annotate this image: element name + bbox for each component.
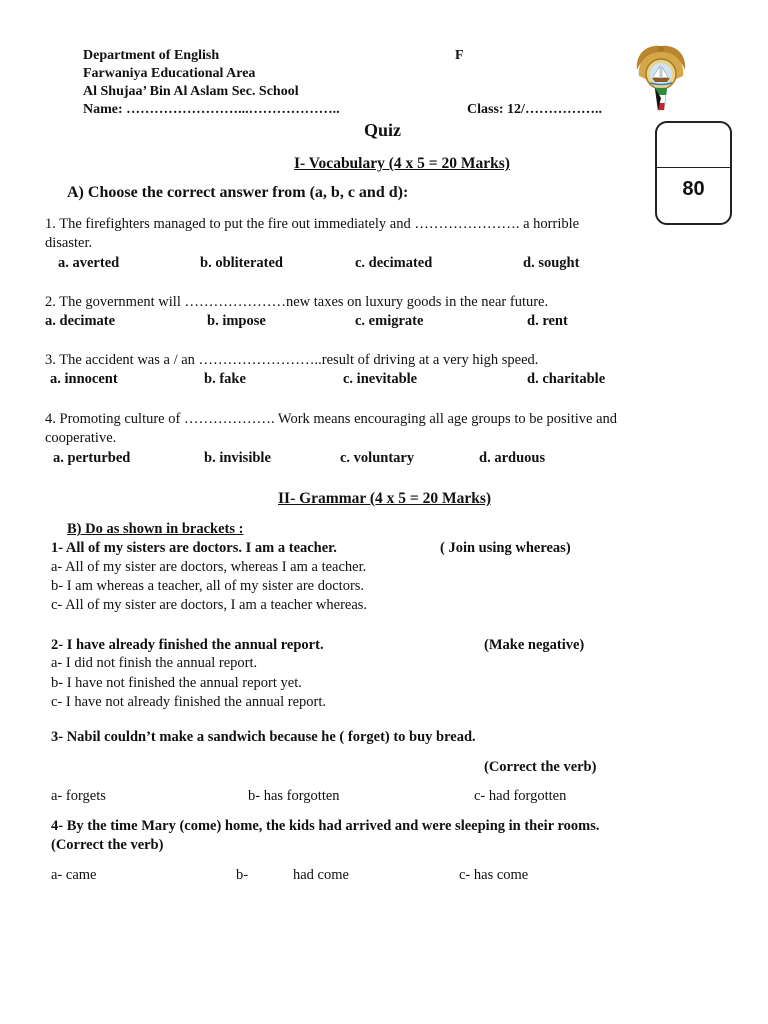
grammar-q4-option-b-label: b- xyxy=(236,867,249,883)
school-label: Al Shujaa’ Bin Al Aslam Sec. School xyxy=(83,84,299,99)
grammar-question-3-stem: 3- Nabil couldn’t make a sandwich because he ( forget) to buy bread. xyxy=(51,729,476,745)
vocabulary-heading: I- Vocabulary (4 x 5 = 20 Marks) xyxy=(294,155,510,172)
vocab-question-4-text: 4. Promoting culture of ………………. Work means encouraging all age groups to be positive and xyxy=(45,411,618,427)
grammar-question-4-stem: 4- By the time Mary (come) home, the kids had arrived and were sleeping in their rooms. xyxy=(51,818,600,834)
grammar-q1-option-c: c- All of my sister are doctors, I am a teacher whereas. xyxy=(51,597,368,613)
vocab-question-4-text-cont: cooperative. xyxy=(45,430,117,446)
vocab-q3-option-b: b. fake xyxy=(204,371,246,387)
vocab-q2-option-d: d. rent xyxy=(527,313,568,329)
vocab-question-2-text: 2. The government will …………………new taxes on luxury goods in the near future. xyxy=(45,294,549,310)
grammar-q2-option-b: b- I have not finished the annual report yet. xyxy=(51,675,302,691)
form-letter: F xyxy=(455,48,464,63)
grammar-q3-option-a: a- forgets xyxy=(51,788,106,804)
class-field: Class: 12/…………….. xyxy=(467,102,602,117)
grammar-question-1-stem: 1- All of my sisters are doctors. I am a teacher. xyxy=(51,540,337,556)
grammar-q2-option-c: c- I have not already finished the annual report. xyxy=(51,694,326,710)
kuwait-emblem-icon xyxy=(633,40,689,120)
vocab-q3-option-a: a. innocent xyxy=(50,371,118,387)
vocab-question-1-text-cont: disaster. xyxy=(45,235,93,251)
grammar-question-2-stem: 2- I have already finished the annual report. xyxy=(51,637,324,653)
vocab-q2-option-b: b. impose xyxy=(207,313,266,329)
vocab-q4-option-c: c. voluntary xyxy=(340,450,415,466)
vocab-q3-option-d: d. charitable xyxy=(527,371,606,387)
educational-area-label: Farwaniya Educational Area xyxy=(83,66,256,81)
vocab-q4-option-d: d. arduous xyxy=(479,450,546,466)
page-title: Quiz xyxy=(364,120,402,140)
vocab-q1-option-d: d. sought xyxy=(523,255,580,271)
grammar-q1-option-b: b- I am whereas a teacher, all of my sister are doctors. xyxy=(51,578,365,594)
vocab-q4-option-a: a. perturbed xyxy=(53,450,131,466)
grammar-instruction: B) Do as shown in brackets : xyxy=(67,521,244,537)
grammar-q3-option-c: c- had forgotten xyxy=(474,788,567,804)
vocabulary-instruction: A) Choose the correct answer from (a, b, c and d): xyxy=(67,184,409,201)
grammar-heading: II- Grammar (4 x 5 = 20 Marks) xyxy=(278,490,492,507)
grammar-question-1-hint: ( Join using whereas) xyxy=(440,540,571,556)
score-box xyxy=(655,121,732,225)
grammar-q4-option-c: c- has come xyxy=(459,867,529,883)
name-field: Name: ……………………...……………….. xyxy=(83,102,340,117)
department-label: Department of English xyxy=(83,48,220,63)
grammar-q4-option-b: had come xyxy=(293,867,349,883)
vocab-q3-option-c: c. inevitable xyxy=(343,371,418,387)
vocab-q2-option-c: c. emigrate xyxy=(355,313,424,329)
grammar-question-2-hint: (Make negative) xyxy=(484,637,585,653)
grammar-q3-option-b: b- has forgotten xyxy=(248,788,340,804)
grammar-q4-option-a: a- came xyxy=(51,867,97,883)
grammar-question-4-hint: (Correct the verb) xyxy=(51,837,164,853)
vocab-q1-option-b: b. obliterated xyxy=(200,255,283,271)
score-divider xyxy=(657,167,730,168)
grammar-q1-option-a: a- All of my sister are doctors, whereas I am a teacher. xyxy=(51,559,367,575)
vocab-q4-option-b: b. invisible xyxy=(204,450,271,466)
vocab-q1-option-a: a. averted xyxy=(58,255,120,271)
vocab-q2-option-a: a. decimate xyxy=(45,313,116,329)
grammar-q2-option-a: a- I did not finish the annual report. xyxy=(51,655,258,671)
total-score: 80 xyxy=(682,178,705,200)
grammar-question-3-hint: (Correct the verb) xyxy=(484,759,597,775)
vocab-question-3-text: 3. The accident was a / an ……………………..result of driving at a very high speed. xyxy=(45,352,539,368)
vocab-question-1-text: 1. The firefighters managed to put the fire out immediately and …………………. a horrible xyxy=(45,216,580,232)
vocab-q1-option-c: c. decimated xyxy=(355,255,433,271)
